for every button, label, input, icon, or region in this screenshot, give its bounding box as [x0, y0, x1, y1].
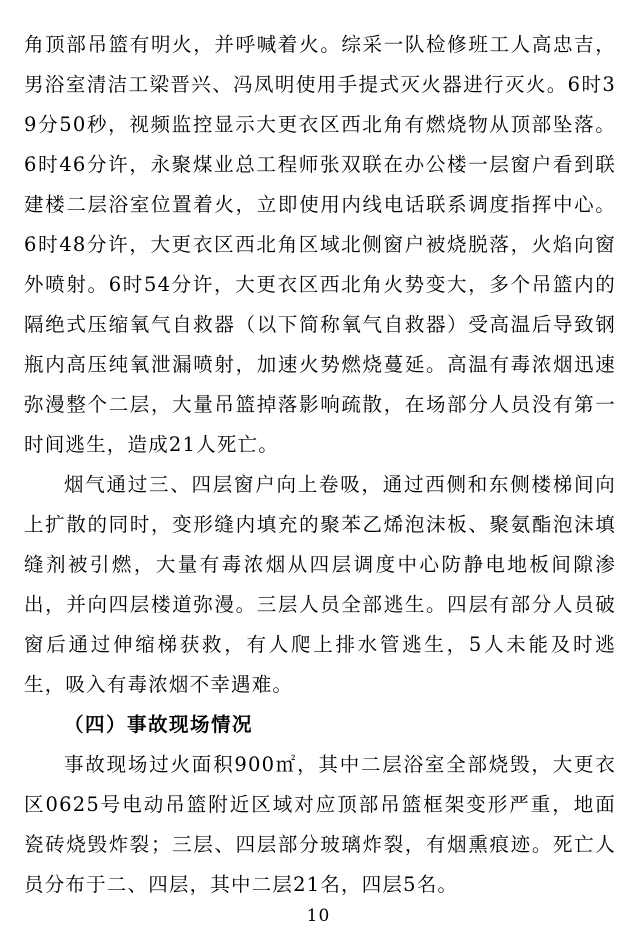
paragraph-accident-scene: 事故现场过火面积900㎡，其中二层浴室全部烧毁，大更衣区0625号电动吊篮附近区域对应顶部吊篮框架变形严重，地面瓷砖烧毁炸裂；三层、四层部分玻璃炸裂，有烟熏痕迹。死亡人员分布于二、四层，其中二层21名，四层5名。 — [24, 753, 616, 896]
document-body — [24, 25, 616, 905]
paragraph-smoke-spread-upper-floors: 烟气通过三、四层窗户向上卷吸，通过西侧和东侧楼梯间向上扩散的同时，变形缝内填充的聚苯乙烯泡沫板、聚氨酯泡沫填缝剂被引燃，大量有毒浓烟从四层调度中心防静电地板间隙渗出，并向四层楼道弥漫。三层人员全部逃生。四层有部分人员破窗后通过伸缩梯获救，有人爬上排水管逃生，5人未能及时逃生，吸入有毒浓烟不幸遇难。 — [24, 473, 616, 696]
paragraph-fire-spread-second-floor: 角顶部吊篮有明火，并呼喊着火。综采一队检修班工人高忠吉，男浴室清洁工梁晋兴、冯凤明使用手提式灭火器进行灭火。6时39分50秒，视频监控显示大更衣区西北角有燃烧物从顶部坠落。6时46分许，永聚煤业总工程师张双联在办公楼一层窗户看到联建楼二层浴室位置着火，立即使用内线电话联系调度指挥中心。6时48分许，大更衣区西北角区域北侧窗户被烧脱落，火焰向窗外喷射。6时54分许，大更衣区西北角火势变大，多个吊篮内的隔绝式压缩氧气自救器（以下简称氧气自救器）受高温后导致钢瓶内高压纯氧泄漏喷射，加速火势燃烧蔓延。高温有毒浓烟迅速弥漫整个二层，大量吊篮掉落影响疏散，在场部分人员没有第一时间逃生，造成21人死亡。 — [24, 33, 616, 456]
section-heading-accident-scene: （四）事故现场情况 — [64, 713, 254, 736]
page-number: 10 — [306, 906, 331, 926]
